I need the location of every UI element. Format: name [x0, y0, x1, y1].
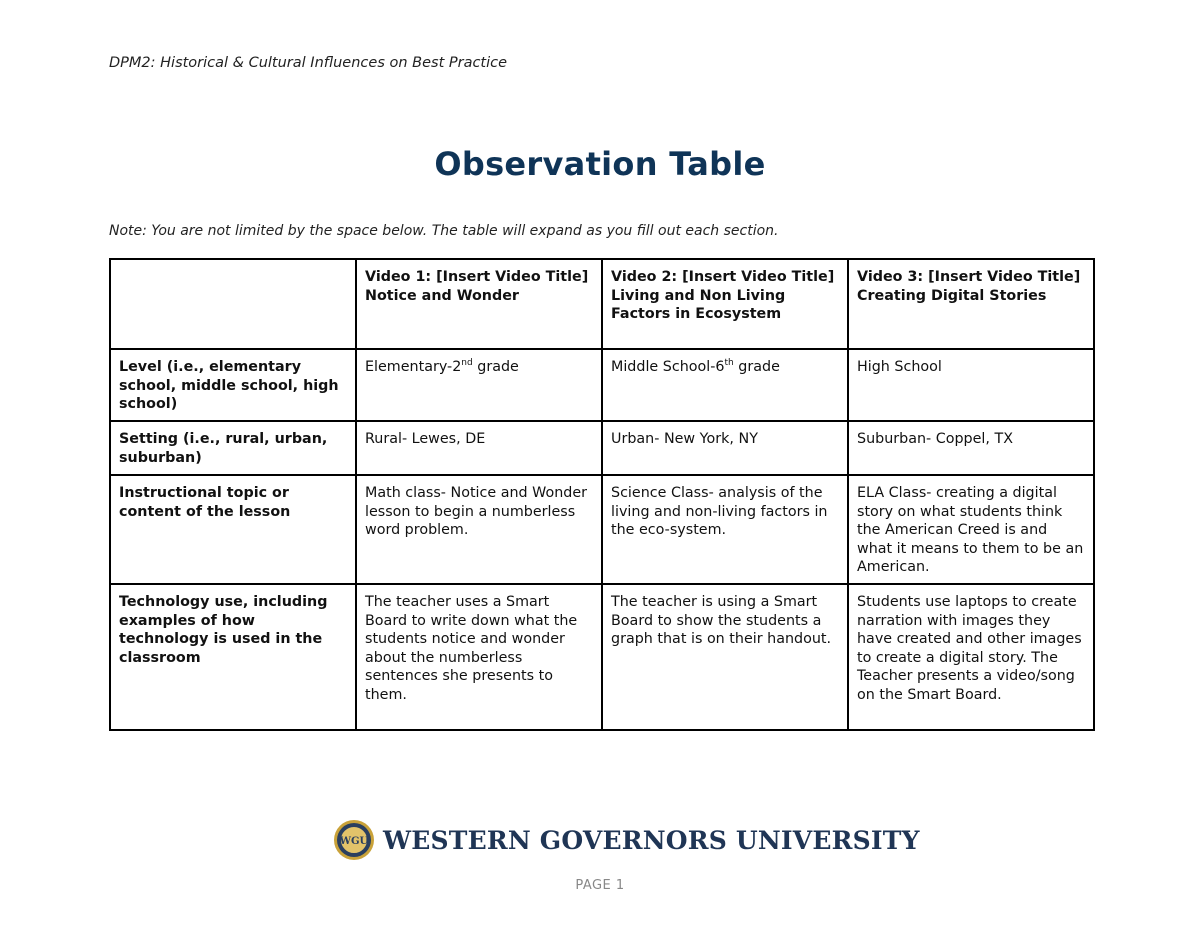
- column-header-video-1: Video 1: [Insert Video Title] Notice and Wonder: [356, 259, 602, 349]
- table-note: Note: You are not limited by the space below. The table will expand as you fill out each section.: [109, 223, 779, 239]
- row-header-setting: Setting (i.e., rural, urban, suburban): [110, 421, 356, 475]
- university-seal-icon: [333, 819, 375, 861]
- seal-monogram: WGU: [339, 836, 369, 847]
- row-header-topic: Instructional topic or content of the lesson: [110, 475, 356, 584]
- cell-level-video-2-ordinal: th: [724, 358, 734, 369]
- cell-level-video-1-ordinal: nd: [461, 358, 473, 369]
- column-header-video-3: Video 3: [Insert Video Title] Creating Digital Stories: [848, 259, 1094, 349]
- table-row-level: [110, 349, 1094, 421]
- table-header-row: [110, 259, 1094, 349]
- cell-level-video-2-text: Middle School-6: [611, 359, 725, 375]
- cell-topic-video-3: ELA Class- creating a digital story on what students think the American Creed is and what it means to them to be an American.: [848, 475, 1094, 584]
- cell-setting-video-3: Suburban- Coppel, TX: [848, 421, 1094, 475]
- cell-level-video-1-text: Elementary-2: [365, 359, 462, 375]
- cell-level-video-1-tail: grade: [472, 359, 519, 375]
- cell-level-video-3: High School: [848, 349, 1094, 421]
- table-corner-cell: [110, 259, 356, 349]
- column-header-video-2: Video 2: [Insert Video Title] Living and Non Living Factors in Ecosystem: [602, 259, 848, 349]
- cell-technology-video-3: Students use laptops to create narration with images they have created and other images to create a digital story. The Teacher presents a video/song on the Smart Board.: [848, 584, 1094, 730]
- cell-technology-video-2: The teacher is using a Smart Board to show the students a graph that is on their handout.: [602, 584, 848, 730]
- cell-setting-video-2: Urban- New York, NY: [602, 421, 848, 475]
- page-title: Observation Table: [434, 145, 766, 183]
- cell-topic-video-1: Math class- Notice and Wonder lesson to begin a numberless word problem.: [356, 475, 602, 584]
- university-wordmark: WESTERN GOVERNORS UNIVERSITY: [383, 825, 920, 855]
- document-header: DPM2: Historical & Cultural Influences on Best Practice: [109, 55, 508, 71]
- cell-technology-video-1: The teacher uses a Smart Board to write down what the students notice and wonder about the numberless sentences she presents to them.: [356, 584, 602, 730]
- cell-level-video-2: [602, 349, 848, 421]
- table-row-technology: [110, 584, 1094, 730]
- wgu-logo: [333, 817, 920, 863]
- cell-level-video-2-tail: grade: [733, 359, 780, 375]
- cell-setting-video-1: Rural- Lewes, DE: [356, 421, 602, 475]
- cell-topic-video-2: Science Class- analysis of the living and non-living factors in the eco-system.: [602, 475, 848, 584]
- observation-table: [109, 258, 1095, 731]
- cell-level-video-1: [356, 349, 602, 421]
- row-header-technology: Technology use, including examples of how technology is used in the classroom: [110, 584, 356, 730]
- table-row-setting: [110, 421, 1094, 475]
- table-row-topic: [110, 475, 1094, 584]
- page-number: PAGE 1: [575, 878, 625, 893]
- row-header-level: Level (i.e., elementary school, middle school, high school): [110, 349, 356, 421]
